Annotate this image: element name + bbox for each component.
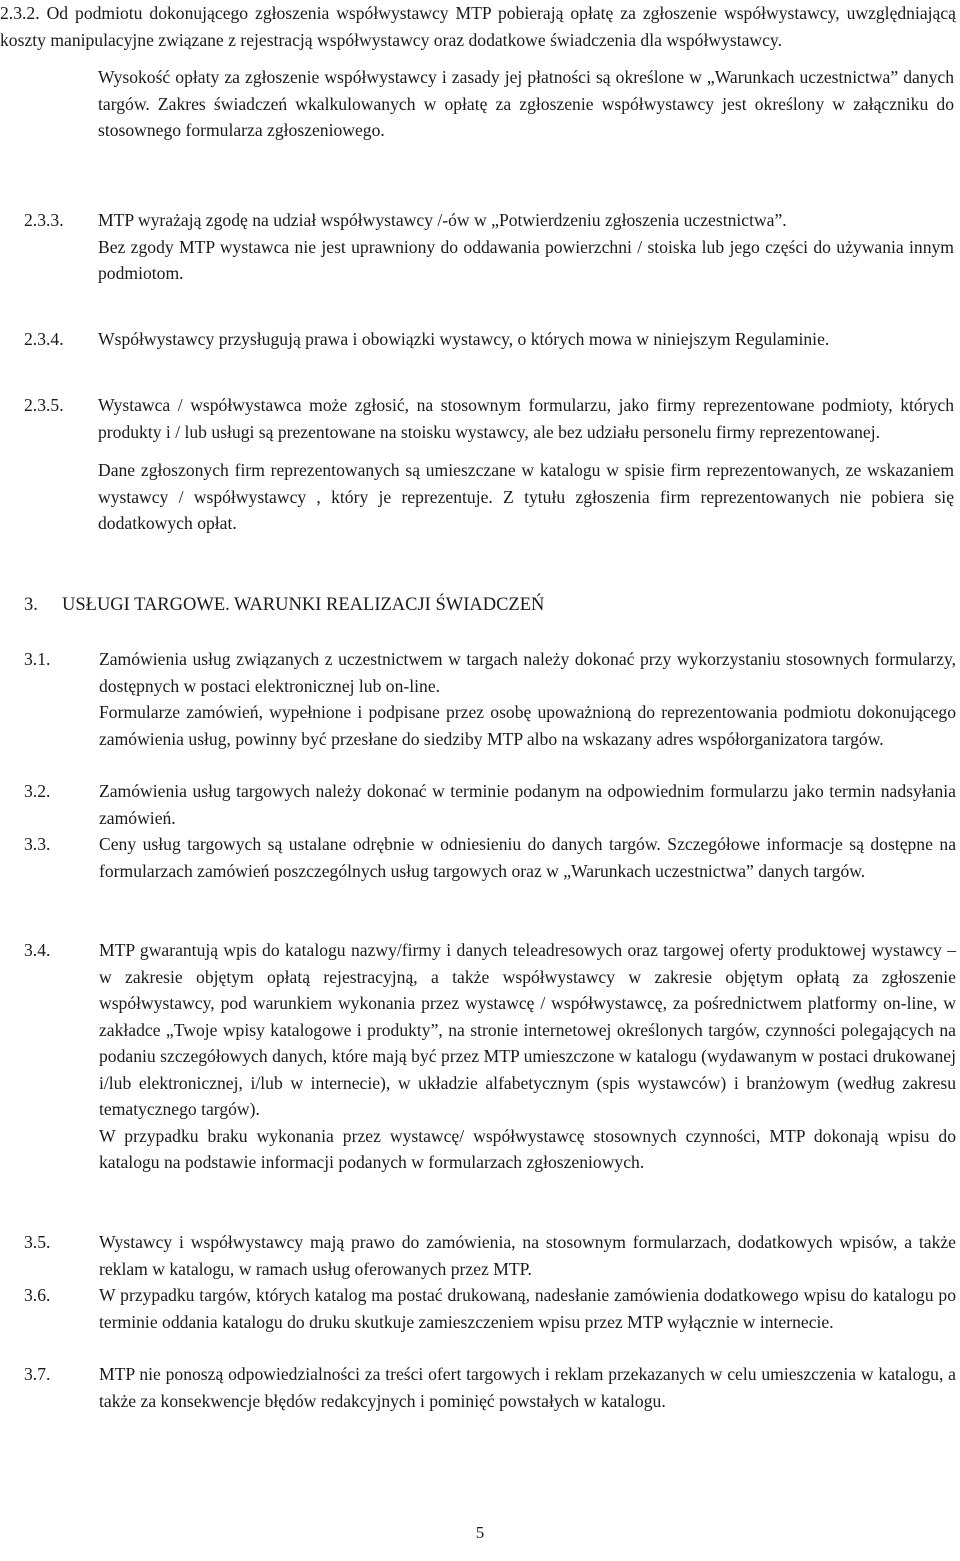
clause-3-7-para-1: MTP nie ponoszą odpowiedzialności za treści ofert targowych i reklam przekazanych w celu umieszczenia w katalogu, a także za konsekwencje błędów redakcyjnych i pominięć powstałych w katalogu. bbox=[99, 1364, 956, 1411]
clause-3-4-para-2: W przypadku braku wykonania przez wystawcę/ współwystawcę stosownych czynności, MTP dokonają wpisu do katalogu na podstawie informacji podanych w formularzach zgłoszeniowych. bbox=[99, 1125, 956, 1172]
clause-2-3-4 bbox=[24, 326, 956, 353]
clause-number: 3.1. bbox=[24, 649, 51, 669]
clause-2-3-4-para-1: Współwystawcy przysługują prawa i obowiązki wystawcy, o których mowa w niniejszym Regulaminie. bbox=[98, 329, 830, 349]
clause-3-6-para-1: W przypadku targów, których katalog ma postać drukowaną, nadesłanie zamówienia dodatkowego wpisu do katalogu po terminie oddania katalogu do druku skutkuje zamieszczeniem wpisu przez MTP wyłącznie w internecie. bbox=[99, 1285, 956, 1332]
clause-3-2-para-1: Zamówienia usług targowych należy dokonać w terminie podanym na odpowiednim formularzu jako termin nadsyłania zamówień. bbox=[99, 781, 956, 828]
clause-3-5-para-1: Wystawcy i współwystawcy mają prawo do zamówienia, na stosownym formularzach, dodatkowych wpisów, a także reklam w katalogu, w ramach usług oferowanych przez MTP. bbox=[99, 1232, 956, 1279]
clause-3-1 bbox=[24, 646, 956, 752]
clause-3-3-para-1: Ceny usług targowych są ustalane odrębnie w odniesieniu do danych targów. Szczegółowe informacje są dostępne na formularzach zamówień poszczególnych usług targowych oraz w „Warunkach uczestnictwa” danych targów. bbox=[99, 834, 956, 881]
clause-number: 3.7. bbox=[24, 1364, 51, 1384]
clause-2-3-3 bbox=[24, 207, 956, 287]
clause-2-3-2 bbox=[0, 0, 956, 144]
clause-2-3-5 bbox=[24, 392, 956, 537]
clause-2-3-2-para-1: 2.3.2. Od podmiotu dokonującego zgłoszenia współwystawcy MTP pobierają opłatę za zgłoszenie współwystawcy, uwzględniającą koszty manipulacyjne związane z rejestracją współwystawcy oraz dodatkowe świadczenia dla współwystawcy. bbox=[0, 3, 956, 50]
clause-number: 3.4. bbox=[24, 940, 51, 960]
clause-3-2 bbox=[24, 778, 956, 831]
clause-3-4 bbox=[24, 937, 956, 1176]
clause-number: 3.3. bbox=[24, 834, 51, 854]
clause-3-1-para-2: Formularze zamówień, wypełnione i podpisane przez osobę upoważnioną do reprezentowania podmiotu dokonującego zamówienia usług, powinny być przesłane do siedziby MTP albo na wskazany adres współorganizatora targów. bbox=[99, 702, 956, 749]
clause-number: 2.3.5. bbox=[24, 395, 64, 415]
clause-3-7 bbox=[24, 1361, 956, 1414]
clause-number: 3.5. bbox=[24, 1232, 51, 1252]
clause-3-3 bbox=[24, 831, 956, 884]
clause-2-3-5-para-1: Wystawca / współwystawca może zgłosić, na stosownym formularzu, jako firmy reprezentowane podmioty, których produkty i / lub usługi są prezentowane na stoisku wystawcy, ale bez udziału personelu firmy reprezentowanej. bbox=[98, 395, 954, 442]
clause-2-3-3-para-2: Bez zgody MTP wystawca nie jest uprawniony do oddawania powierzchni / stoiska lub jego części do używania innym podmiotom. bbox=[98, 236, 954, 283]
section-number: 3. bbox=[24, 595, 38, 615]
clause-3-1-para-1: Zamówienia usług związanych z uczestnictwem w targach należy dokonać przy wykorzystaniu stosownych formularzy, dostępnych w postaci elektronicznej lub on-line. bbox=[99, 649, 956, 696]
clause-2-3-3-para-1: MTP wyrażają zgodę na udział współwystawcy /-ów w „Potwierdzeniu zgłoszenia uczestnictwa”. bbox=[98, 210, 787, 230]
clause-2-3-2-para-2: Wysokość opłaty za zgłoszenie współwystawcy i zasady jej płatności są określone w „Warunkach uczestnictwa” danych targów. Zakres świadczeń wkalkulowanych w opłatę za zgłoszenie współwystawcy jest określony w załączniku do stosownego formularza zgłoszeniowego. bbox=[98, 67, 954, 140]
section-title: USŁUGI TARGOWE. WARUNKI REALIZACJI ŚWIADCZEŃ bbox=[62, 595, 545, 615]
clause-3-4-para-1: MTP gwarantują wpis do katalogu nazwy/firmy i danych teleadresowych oraz targowej oferty produktowej wystawcy – w zakresie objętym opłatą rejestracyjną, a także współwystawcy w zakresie objętym opłatą za zgłoszenie współwystawcy, pod warunkiem wykonania przez wystawcę / współwystawcę, za pośrednictwem platformy on-line, w zakładce „Twoje wpisy katalogowe i produkty”, na stronie internetowej określonych targów, czynności polegających na podaniu szczegółowych danych, które mają być przez MTP umieszczone w katalogu (wydawanym w postaci drukowanej i/lub elektronicznej, i/lub w internecie), w układzie alfabetycznym (spis wystawców) i branżowym (według zakresu tematycznego targów). bbox=[99, 940, 956, 1119]
page-number: 5 bbox=[475, 1523, 485, 1542]
clause-number: 3.6. bbox=[24, 1285, 51, 1305]
clause-number: 2.3.2. bbox=[0, 3, 40, 23]
clause-number: 3.2. bbox=[24, 781, 51, 801]
clause-3-5 bbox=[24, 1229, 956, 1282]
clause-number: 2.3.4. bbox=[24, 329, 64, 349]
clause-2-3-5-para-2: Dane zgłoszonych firm reprezentowanych są umieszczane w katalogu w spisie firm reprezentowanych, ze wskazaniem wystawcy / współwystawcy , który je reprezentuje. Z tytułu zgłoszenia firm reprezentowanych nie pobiera się dodatkowych opłat. bbox=[98, 460, 954, 533]
clause-number: 2.3.3. bbox=[24, 210, 64, 230]
clause-3-6 bbox=[24, 1282, 956, 1335]
